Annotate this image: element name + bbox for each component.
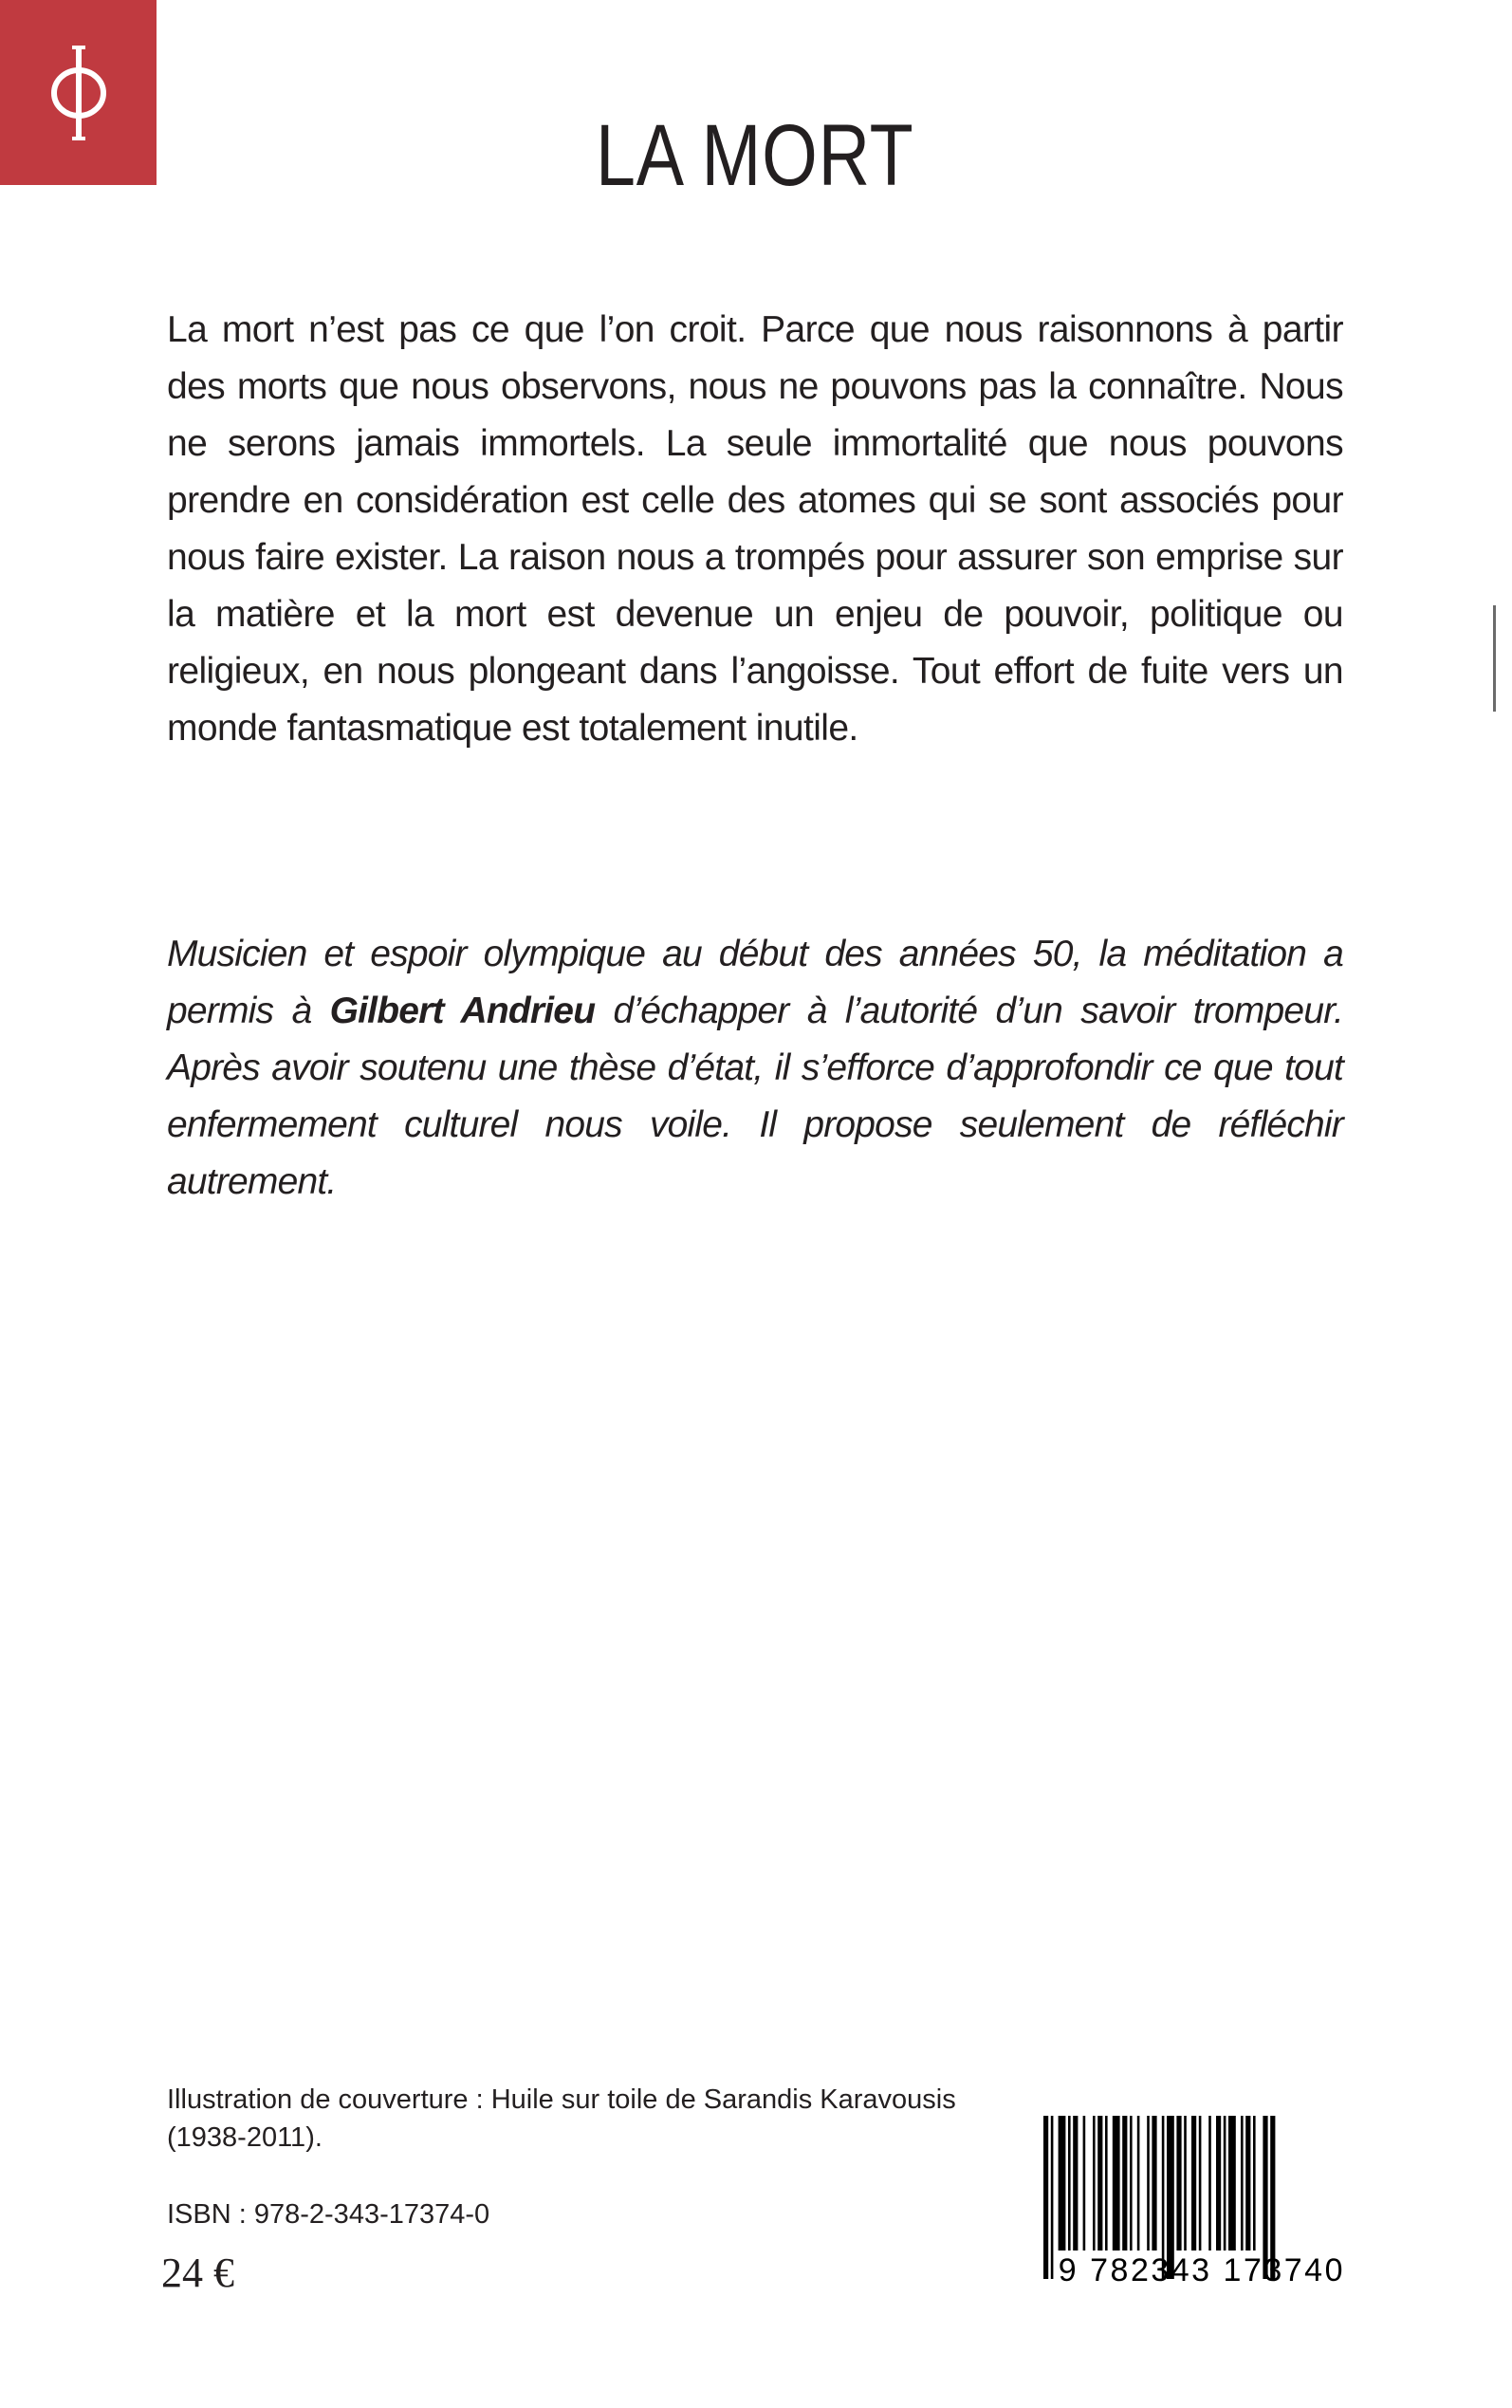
publisher-logo — [0, 0, 157, 185]
bio-rest: d’échapper à l’autorité d’un savoir trompeur. Après avoir soutenu une thèse d’état, il s’efforce d’approfondir ce que tout enfermement culturel nous voile. Il propose seulement de réfléchir autrement. — [167, 991, 1343, 1202]
bio-intro: Musicien et espoir olympique au début des années 50, la méditation a permis à — [167, 934, 1343, 1031]
edge-mark — [1493, 605, 1496, 712]
barcode-digits: 9 782343 173740 — [1058, 2252, 1345, 2288]
summary-paragraph: La mort n’est pas ce que l’on croit. Parce que nous raisonnons à partir des morts que nous observons, nous ne pouvons pas la connaître. Nous ne serons jamais immortels. La seule immortalité que nous pouvons prendre en considération est celle des atomes qui se sont associés pour nous faire exister. La raison nous a trompés pour assurer son emprise sur la matière et la mort est devenue un enjeu de pouvoir, politique ou religieux, en nous plongeant dans l’angoisse. Tout effort de fuite vers un monde fantasmatique est totalement inutile. — [167, 309, 1343, 749]
cover-illustration-credit: Illustration de couverture : Huile sur toile de Sarandis Karavousis (1938-2011). — [167, 2084, 956, 2153]
author-bio — [167, 926, 1343, 1211]
phi-logo-icon — [46, 42, 112, 144]
author-name: Gilbert Andrieu — [329, 991, 596, 1031]
isbn: ISBN : 978-2-343-17374-0 — [167, 2199, 490, 2230]
price: 24 € — [161, 2250, 234, 2296]
book-title: LA MORT — [595, 107, 914, 204]
